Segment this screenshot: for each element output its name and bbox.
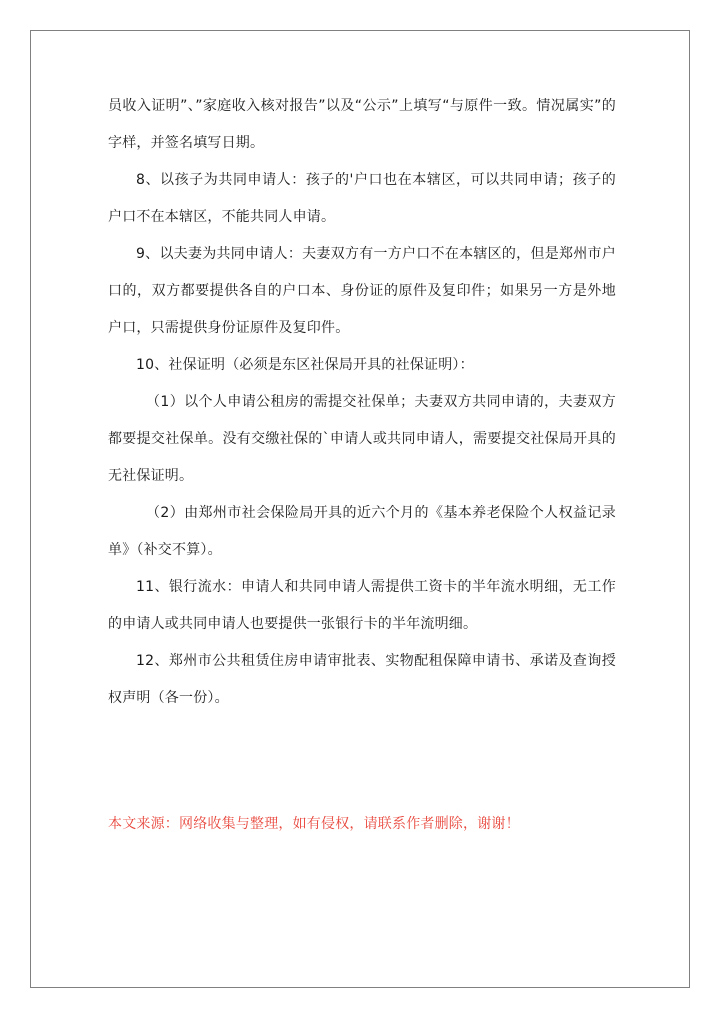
paragraph-item-10: 10、社保证明（必须是东区社保局开具的社保证明）： <box>136 357 474 373</box>
paragraph-item-8: 8、以孩子为共同申请人：孩子的'户口也在本辖区，可以共同申请；孩子的户口不在本辖区，不能共同人申请。 <box>108 172 616 225</box>
document-body <box>108 88 616 717</box>
paragraph-item-10-1: （1）以个人申请公租房的需提交社保单；夫妻双方共同申请的，夫妻双方都要提交社保单。没有交缴社保的`申请人或共同申请人，需要提交社保局开具的无社保证明。 <box>108 394 616 484</box>
paragraph-item-10-2: （2）由郑州市社会保险局开具的近六个月的《基本养老保险个人权益记录单》（补交不算）。 <box>108 505 616 558</box>
paragraph-item-9: 9、以夫妻为共同申请人：夫妻双方有一方户口不在本辖区的，但是郑州市户口的，双方都要提供各自的户口本、身份证的原件及复印件；如果另一方是外地户口，只需提供身份证原件及复印件。 <box>108 246 616 336</box>
source-note: 本文来源：网络收集与整理，如有侵权，请联系作者删除，谢谢！ <box>108 816 520 832</box>
paragraph-continuation: 员收入证明”、”家庭收入核对报告”以及“公示”上填写“与原件一致。情况属实”的字样，并签名填写日期。 <box>108 98 616 151</box>
paragraph-item-11: 11、银行流水：申请人和共同申请人需提供工资卡的半年流水明细，无工作的申请人或共同申请人也要提供一张银行卡的半年流明细。 <box>108 579 616 632</box>
paragraph-item-12: 12、郑州市公共租赁住房申请审批表、实物配租保障申请书、承诺及查询授权声明（各一份）。 <box>108 653 616 706</box>
